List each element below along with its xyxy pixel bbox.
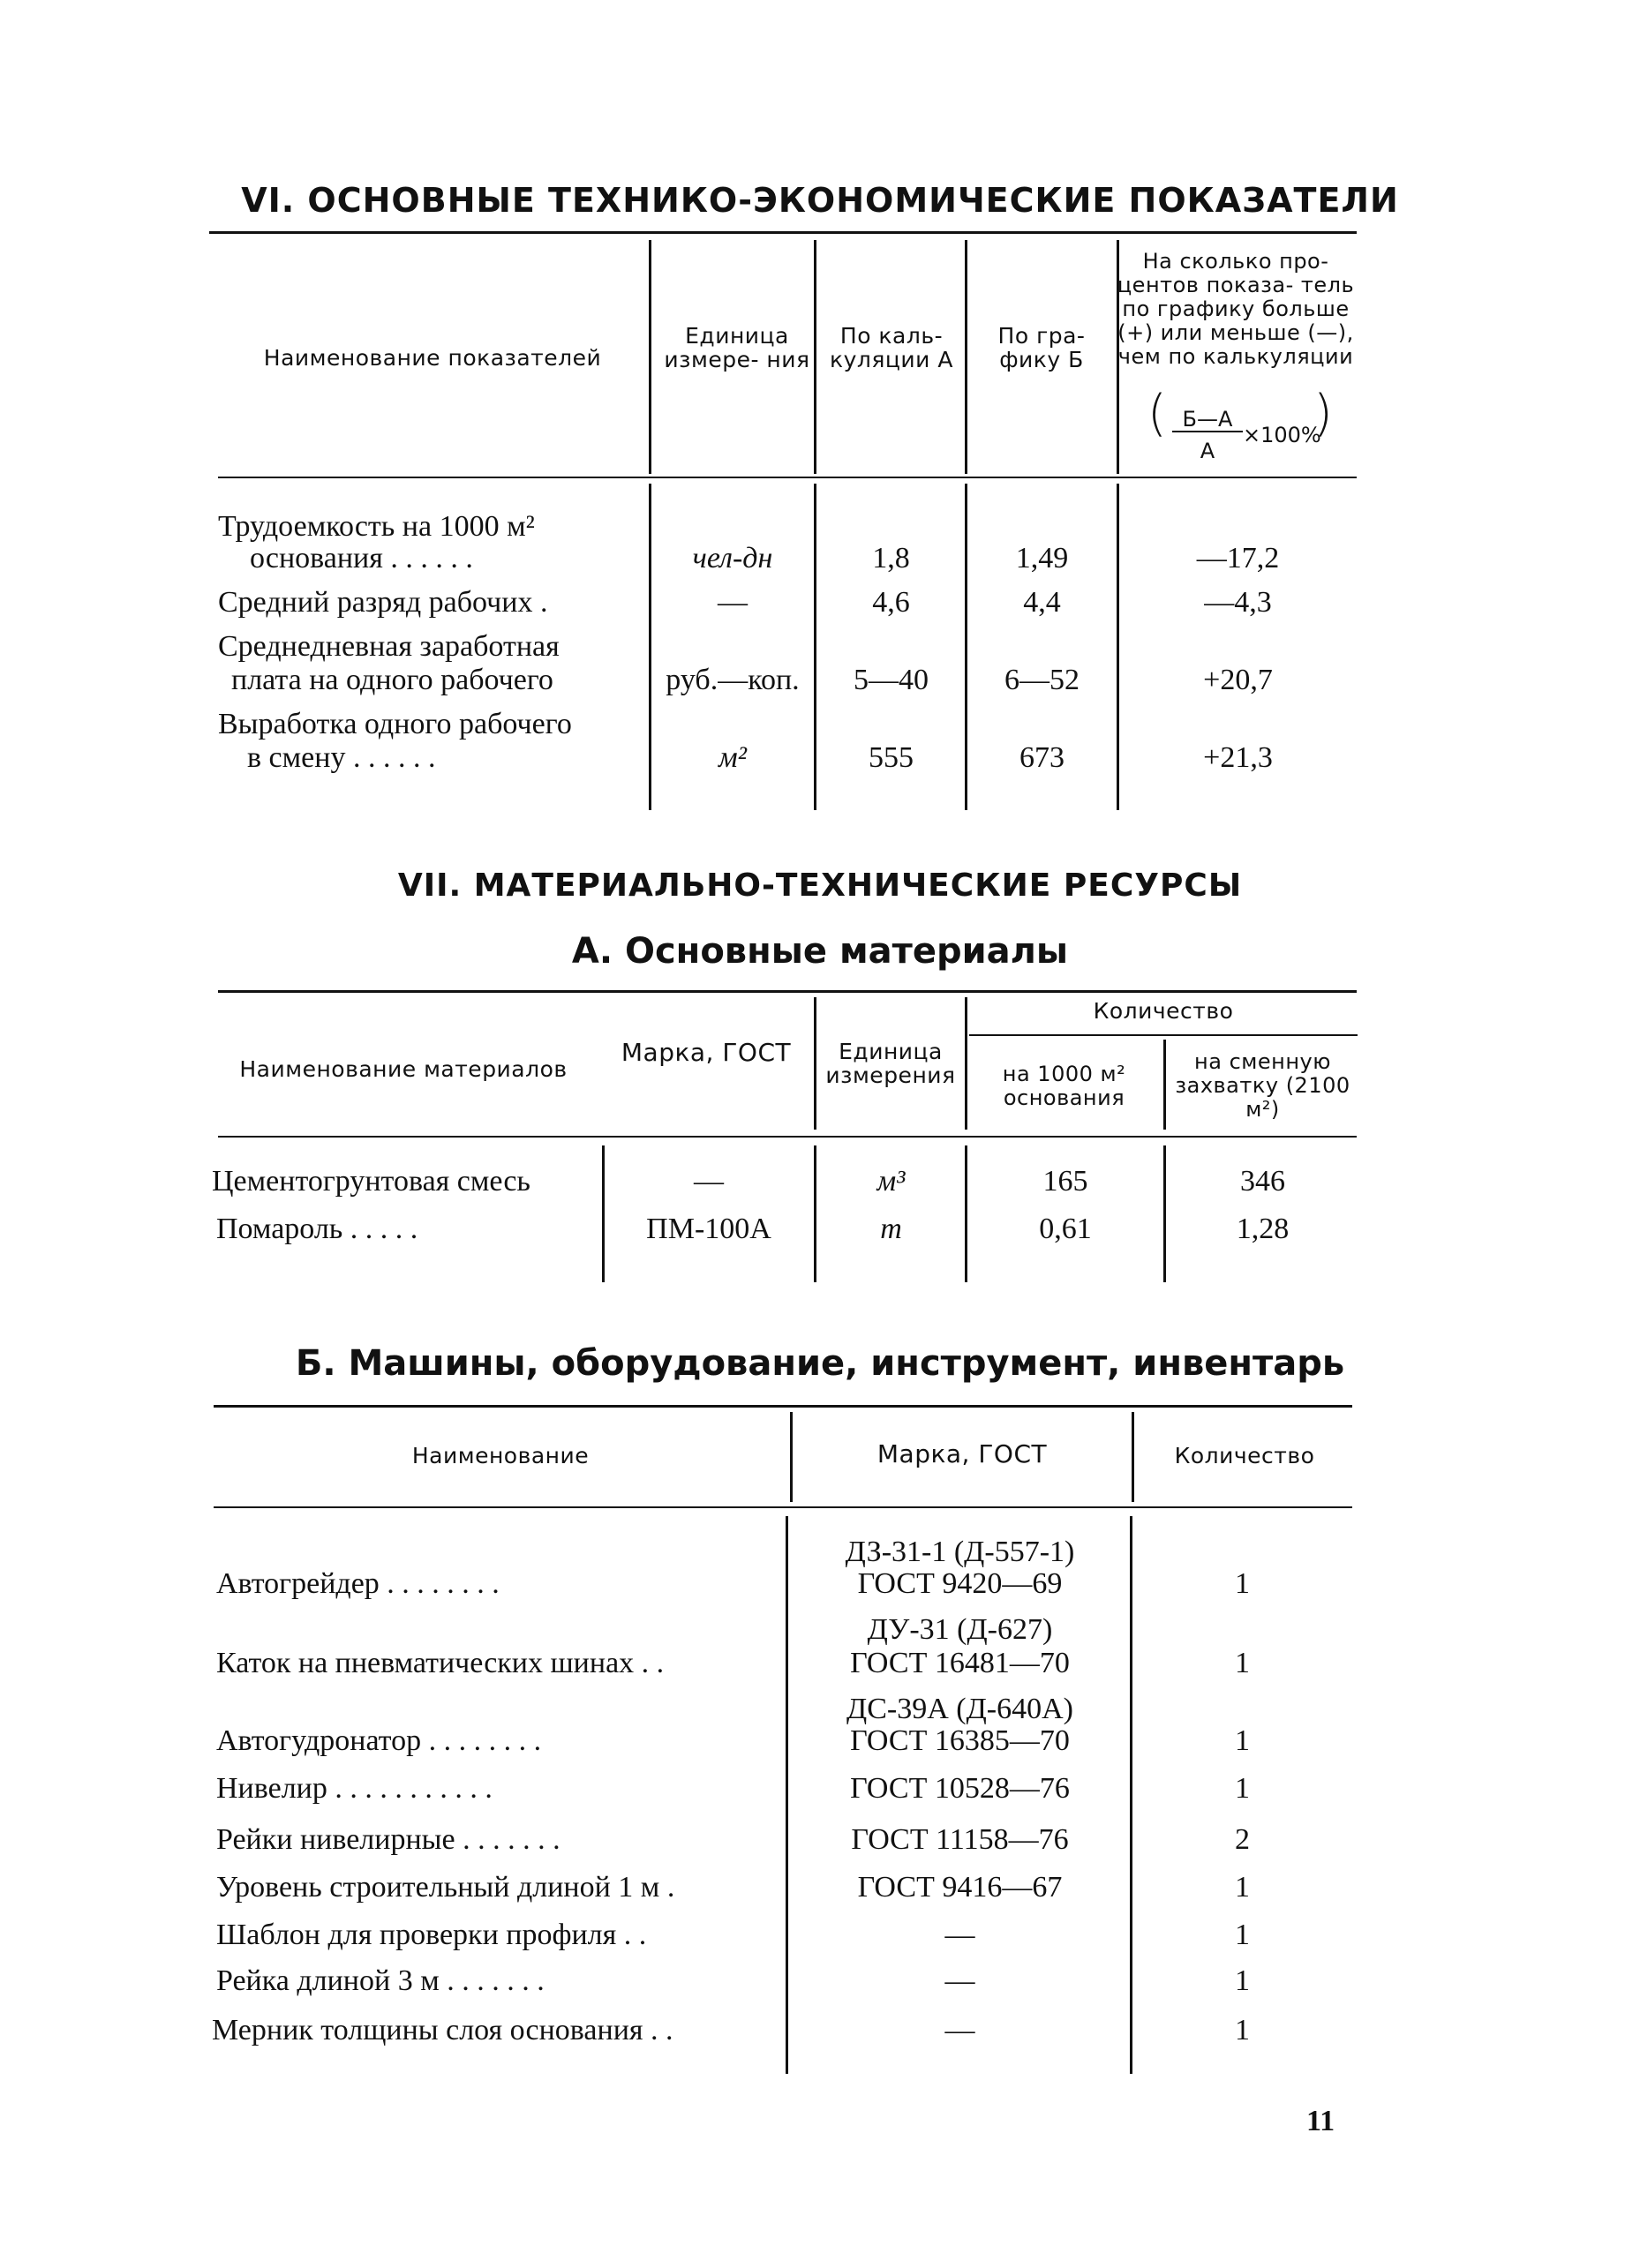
- table6-vline-6: [814, 484, 816, 810]
- row-brand-gost: ГОСТ 16385—70: [850, 1724, 1070, 1757]
- table6-top-rule: [209, 231, 1357, 234]
- formula-multiplier: ×100%: [1243, 423, 1321, 447]
- tableB-vline-3: [786, 1516, 788, 2074]
- col-header-qty: Количество: [1174, 1443, 1315, 1468]
- row-name: Средний разряд рабочих .: [218, 586, 548, 619]
- section-6-title: VI. ОСНОВНЫЕ ТЕХНИКО-ЭКОНОМИЧЕСКИЕ ПОКАЗАТЕЛИ: [241, 181, 1399, 220]
- row-qty: 1: [1235, 1567, 1250, 1600]
- row-graph: 6—52: [1004, 664, 1080, 696]
- row-name: Трудоемкость на 1000 м²: [218, 510, 535, 543]
- row-per1000: 165: [1042, 1165, 1088, 1198]
- table6-vline-5: [649, 484, 651, 810]
- section-7-title: VII. МАТЕРИАЛЬНО-ТЕХНИЧЕСКИЕ РЕСУРСЫ: [397, 867, 1243, 904]
- table6-vline-8: [1117, 484, 1119, 810]
- row-name-cont: плата на одного рабочего: [231, 664, 553, 696]
- tableA-vline-2: [965, 997, 967, 1130]
- subsection-b-title: Б. Машины, оборудование, инструмент, инвентарь: [295, 1343, 1345, 1384]
- row-unit: т: [880, 1213, 902, 1245]
- table6-vline-1: [649, 240, 651, 474]
- row-graph: 673: [1019, 741, 1064, 774]
- row-unit: руб.—коп.: [666, 664, 800, 696]
- row-name: Автогудронатор . . . . . . . .: [216, 1724, 542, 1757]
- col-header-brand: Марка, ГОСТ: [876, 1439, 1048, 1468]
- row-name: Каток на пневматических шинах . .: [216, 1647, 665, 1679]
- row-name: Помароль . . . . .: [216, 1213, 418, 1245]
- subsection-a-title: А. Основные материалы: [571, 931, 1069, 972]
- tableB-vline-4: [1130, 1516, 1132, 2074]
- row-diff: —4,3: [1204, 586, 1272, 619]
- row-brand-gost: —: [944, 1919, 975, 1951]
- tableB-vline-2: [1132, 1412, 1134, 1502]
- row-unit: —: [718, 586, 748, 619]
- row-qty: 1: [1235, 1919, 1250, 1951]
- row-diff: +20,7: [1203, 664, 1273, 696]
- col-header-indicator: Наименование показателей: [263, 345, 602, 371]
- row-pershift: 346: [1240, 1165, 1285, 1198]
- row-qty: 2: [1235, 1823, 1250, 1856]
- tableB-header-rule: [214, 1506, 1352, 1508]
- col-header-graph: По гра- фику Б: [997, 323, 1086, 372]
- col-header-unit: Единица измерения: [825, 1039, 956, 1088]
- row-name: Рейка длиной 3 м . . . . . . .: [216, 1964, 545, 1997]
- row-pershift: 1,28: [1236, 1213, 1290, 1245]
- row-qty: 1: [1235, 2014, 1250, 2046]
- row-brand: ПМ-100А: [646, 1213, 771, 1245]
- row-brand-gost: —: [944, 1964, 975, 1997]
- col-header-calc: По каль- куляции А: [830, 323, 953, 372]
- tableA-qty-rule: [969, 1034, 1358, 1036]
- tableA-vline-3: [1163, 1040, 1166, 1130]
- row-name: Шаблон для проверки профиля . .: [216, 1919, 647, 1951]
- row-brand: —: [694, 1165, 724, 1198]
- tableA-top-rule: [218, 990, 1357, 993]
- tableA-vline-1: [814, 997, 816, 1130]
- row-calc: 1,8: [872, 542, 910, 575]
- formula-numerator: Б—А: [1172, 408, 1243, 432]
- row-brand-gost: ГОСТ 11158—76: [851, 1823, 1069, 1856]
- row-name: Уровень строительный длиной 1 м .: [216, 1871, 675, 1904]
- formula-denominator: А: [1200, 439, 1215, 463]
- row-brand-gost: ГОСТ 16481—70: [850, 1647, 1070, 1679]
- row-name: Цементогрунтовая смесь: [212, 1165, 530, 1198]
- col-header-qty: Количество: [1093, 998, 1234, 1024]
- row-unit: м³: [876, 1165, 906, 1198]
- tableA-vline-6: [965, 1145, 967, 1282]
- row-calc: 555: [869, 741, 914, 774]
- row-unit: м²: [718, 741, 747, 774]
- row-brand-gost: —: [944, 2014, 975, 2046]
- row-name: Мерник толщины слоя основания . .: [212, 2014, 673, 2046]
- row-diff: +21,3: [1203, 741, 1273, 774]
- table6-header-rule: [218, 477, 1357, 478]
- col-header-unit: Единица измере- ния: [664, 323, 810, 372]
- row-qty: 1: [1235, 1647, 1250, 1679]
- row-qty: 1: [1235, 1871, 1250, 1904]
- row-diff: —17,2: [1196, 542, 1280, 575]
- row-per1000: 0,61: [1039, 1213, 1092, 1245]
- table6-vline-4: [1117, 240, 1119, 474]
- row-qty: 1: [1235, 1964, 1250, 1997]
- col-header-material: Наименование материалов: [239, 1056, 568, 1082]
- row-name: Среднедневная заработная: [218, 630, 560, 663]
- row-brand-gost: ГОСТ 9416—67: [857, 1871, 1063, 1904]
- row-name-cont: в смену . . . . . .: [247, 741, 436, 774]
- col-header-name: Наименование: [411, 1443, 590, 1468]
- tableA-vline-7: [1163, 1145, 1166, 1282]
- tableA-vline-4: [602, 1145, 605, 1282]
- table6-vline-2: [814, 240, 816, 474]
- col-header-brand: Марка, ГОСТ: [621, 1038, 792, 1067]
- table6-vline-7: [965, 484, 967, 810]
- page-number: 11: [1306, 2105, 1335, 2137]
- row-brand-model: ДС-39А (Д-640А): [846, 1693, 1073, 1725]
- row-brand-model: ДУ-31 (Д-627): [867, 1613, 1053, 1646]
- document-page: VI. ОСНОВНЫЕ ТЕХНИКО-ЭКОНОМИЧЕСКИЕ ПОКАЗАТЕЛИ Наименование показателей Единица измере- ния По каль- куляции А По гра- фику Б На сколько про- центов показа- тель по графику больше (+) или меньше (—), чем по калькуляции ( Б—А А ×100% ) Трудоемкость на 1000 м² основания . . . . . . чел-дн 1,8 1,49 —17,2 Средний разряд рабочих . — 4,6 4,4 —4,3 Среднедневная заработная плата на одного рабочего руб.—коп. 5—40 6—52 +20,7 Выработка одного рабочего в смену . . . . . . м² 555 673 +21,3 VII. МАТЕРИАЛЬНО-ТЕХНИЧЕСКИЕ РЕСУРСЫ А. Основные материалы Наименование материалов Марка, ГОСТ Единица измерения Количество на 1000 м² основания на сменную захватку (2100 м²) Цементогрунтовая смесь — м³ 165 346 Помароль . . . . . ПМ-100А т 0,61 1,28 Б. Машины, оборудование, инструмент, инвентарь Наименование Марка, ГОСТ Количество ДЗ-31-1 (Д-557-1) Автогрейдер . . . . . . . . ГОСТ 9420—69 1 ДУ-31 (Д-627) Каток на пневматических шинах . . ГОСТ 16481—70 1 ДС-39А (Д-640А) Автогудронатор . . . . . . . . ГОСТ 16385—70 1 Нивелир . . . . . . . . . . . ГОСТ 10528—76 1 Рейки нивелирные . . . . . . . ГОСТ 11158—76 2 Уровень строительный длиной 1 м . ГОСТ 9416—67 1 Шаблон для проверки профиля . . — 1 Рейка длиной 3 м . . . . . . . — 1 Мерник толщины слоя основания . . — 1 11: [0, 0, 1640, 2268]
- row-qty: 1: [1235, 1772, 1250, 1805]
- tableB-top-rule: [214, 1405, 1352, 1408]
- col-header-diff: На сколько про- центов показа- тель по графику больше (+) или меньше (—), чем по калькуляции: [1117, 249, 1355, 369]
- tableA-header-rule: [218, 1136, 1357, 1138]
- row-name: Нивелир . . . . . . . . . . .: [216, 1772, 493, 1805]
- row-name-cont: основания . . . . . .: [250, 542, 473, 575]
- row-unit: чел-дн: [692, 542, 773, 575]
- row-name: Выработка одного рабочего: [218, 708, 572, 740]
- col-header-per1000: на 1000 м² основания: [1002, 1062, 1126, 1110]
- row-calc: 5—40: [854, 664, 929, 696]
- table6-vline-3: [965, 240, 967, 474]
- row-graph: 4,4: [1023, 586, 1061, 619]
- row-brand-model: ДЗ-31-1 (Д-557-1): [845, 1536, 1075, 1568]
- row-graph: 1,49: [1015, 542, 1069, 575]
- row-calc: 4,6: [872, 586, 910, 619]
- row-name: Рейки нивелирные . . . . . . .: [216, 1823, 560, 1856]
- row-name: Автогрейдер . . . . . . . .: [216, 1567, 500, 1600]
- row-brand-gost: ГОСТ 9420—69: [857, 1567, 1063, 1600]
- tableB-vline-1: [790, 1412, 793, 1502]
- row-qty: 1: [1235, 1724, 1250, 1757]
- row-brand-gost: ГОСТ 10528—76: [850, 1772, 1070, 1805]
- col-header-pershift: на сменную захватку (2100 м²): [1175, 1049, 1350, 1122]
- tableA-vline-5: [814, 1145, 816, 1282]
